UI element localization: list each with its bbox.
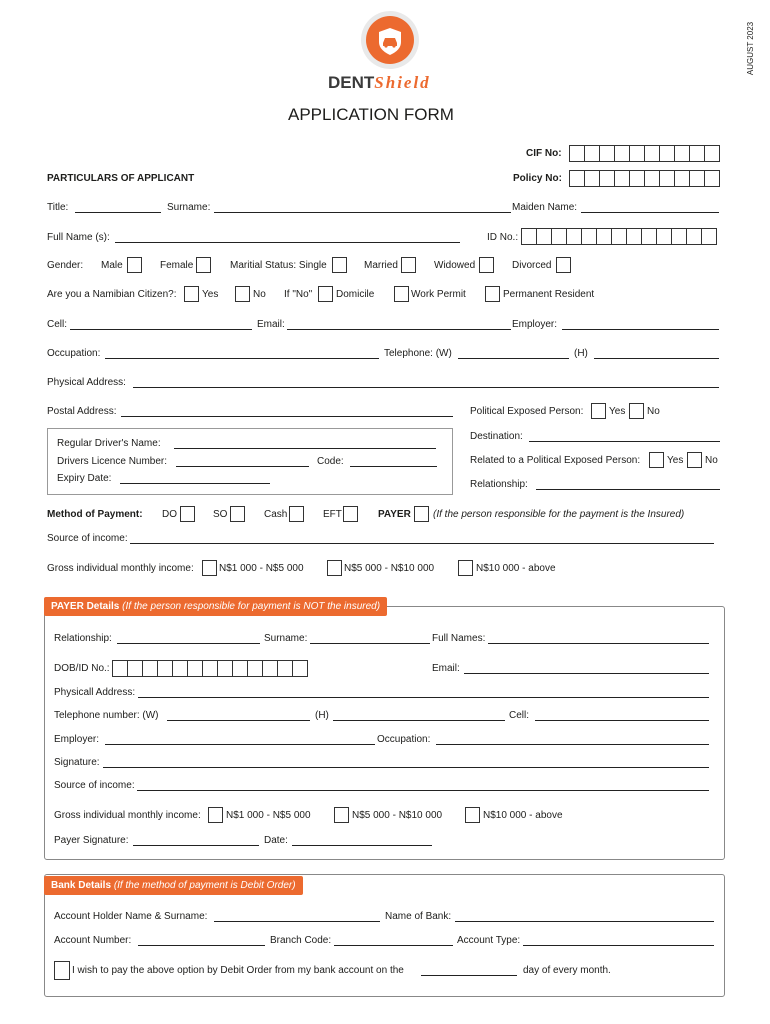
licence-label: Drivers Licence Number: [57,456,168,467]
side-date: AUGUST 2023 [746,21,756,76]
b-branch-label: Branch Code: [270,935,332,946]
code-field[interactable] [350,466,437,467]
p-email-field[interactable] [464,673,709,674]
related-pep-no-checkbox[interactable] [687,452,702,468]
bank-details-tag [44,876,303,895]
divorced-label: Divorced [512,260,552,271]
destination-label: Destination: [470,431,523,442]
p-physical-field[interactable] [138,697,709,698]
page-title: APPLICATION FORM [288,105,454,124]
p-payer-sig-label: Payer Signature: [54,835,129,846]
inc1-label: N$1 000 - N$5 000 [219,563,304,574]
p-relationship-field[interactable] [117,643,260,644]
cell-field[interactable] [70,329,252,330]
logo [361,11,419,69]
pep-no-checkbox[interactable] [629,403,644,419]
payer-details-title: PAYER Details [51,601,120,612]
p-occupation-field[interactable] [436,744,709,745]
payer-label: PAYER [378,509,411,520]
p-employer-label: Employer: [54,734,100,745]
p-relationship-label: Relationship: [54,633,112,644]
p-email-label: Email: [432,663,460,674]
widowed-label: Widowed [434,260,476,271]
citizen-no-checkbox[interactable] [235,286,250,302]
debit-order-checkbox[interactable] [54,961,70,980]
title-field[interactable] [75,212,161,213]
p-payer-sig-field[interactable] [133,845,259,846]
debit-day-text: day of every month. [523,965,611,976]
inc2-label: N$5 000 - N$10 000 [344,563,435,574]
pep-yes-checkbox[interactable] [591,403,606,419]
surname-label: Surname: [167,202,211,213]
p-dob-label: DOB/ID No.: [54,663,110,674]
p-surname-field[interactable] [310,643,430,644]
p-tel-h-label: (H) [315,710,329,721]
tel-w-label: Telephone: (W) [384,348,452,359]
b-holder-field[interactable] [214,921,380,922]
p-inc3-checkbox[interactable] [465,807,480,823]
source-field[interactable] [130,543,714,544]
p-inc2-checkbox[interactable] [334,807,349,823]
cif-label: CIF No: [526,148,562,159]
p-tel-w-label: Telephone number: (W) [54,710,159,721]
payer-details-panel [44,606,725,860]
section-title: PARTICULARS OF APPLICANT [47,173,195,184]
b-bank-name-label: Name of Bank: [385,911,452,922]
postal-label: Postal Address: [47,406,117,417]
gross-label: Gross individual monthly income: [47,563,194,574]
occupation-label: Occupation: [47,348,101,359]
p-tel-h-field[interactable] [333,720,505,721]
p-source-label: Source of income: [54,780,135,791]
maiden-label: Maiden Name: [512,202,578,213]
employer-field[interactable] [562,329,719,330]
citizen-no-label: No [253,289,266,300]
if-no-label: If "No" [284,289,313,300]
p-source-field[interactable] [137,790,709,791]
id-input[interactable] [522,228,717,245]
p-physical-label: Physicall Address: [54,687,136,698]
related-pep-yes-label: Yes [667,455,684,466]
citizen-yes-checkbox[interactable] [184,286,199,302]
gender-label: Gender: [47,260,84,271]
b-acc-no-label: Account Number: [54,935,132,946]
p-occupation-label: Occupation: [377,734,431,745]
so-checkbox[interactable] [230,506,245,522]
policy-label: Policy No: [513,173,562,184]
pep-label: Political Exposed Person: [470,406,584,417]
eft-checkbox[interactable] [343,506,358,522]
p-dob-input[interactable] [113,660,308,677]
payer-note: (If the person responsible for the payment is the Insured) [433,509,685,520]
cash-checkbox[interactable] [289,506,304,522]
citizen-yes-label: Yes [202,289,219,300]
tel-h-field[interactable] [594,358,719,359]
cif-input[interactable] [570,145,720,162]
do-label: DO [162,509,177,520]
so-label: SO [213,509,228,520]
fullname-label: Full Name (s): [47,232,110,243]
female-checkbox[interactable] [196,257,211,273]
p-inc1-label: N$1 000 - N$5 000 [226,810,311,821]
inc3-label: N$10 000 - above [476,563,556,574]
female-label: Female [160,260,194,271]
b-bank-name-field[interactable] [455,921,714,922]
p-inc2-label: N$5 000 - N$10 000 [352,810,443,821]
postal-field[interactable] [121,416,453,417]
domicile-label: Domicile [336,289,375,300]
p-signature-field[interactable] [103,767,709,768]
surname-field[interactable] [214,212,511,213]
perm-res-label: Permanent Resident [503,289,595,300]
b-branch-field[interactable] [334,945,453,946]
p-fullnames-label: Full Names: [432,633,486,644]
pep-no-label: No [647,406,660,417]
maiden-field[interactable] [581,212,719,213]
employer-label: Employer: [512,319,558,330]
code-label: Code: [317,456,344,467]
source-label: Source of income: [47,533,128,544]
perm-res-checkbox[interactable] [485,286,500,302]
b-acc-type-field[interactable] [523,945,714,946]
physical-field[interactable] [133,387,719,388]
inc2-checkbox[interactable] [327,560,342,576]
title-label: Title: [47,202,69,213]
married-label: Married [364,260,398,271]
widowed-checkbox[interactable] [479,257,494,273]
work-permit-label: Work Permit [411,289,466,300]
physical-label: Physical Address: [47,377,126,388]
eft-label: EFT [323,509,342,520]
email-label: Email: [257,319,285,330]
debit-day-field[interactable] [421,975,517,976]
p-employer-field[interactable] [105,744,375,745]
male-checkbox[interactable] [127,257,142,273]
policy-input[interactable] [570,170,720,187]
p-tel-w-field[interactable] [167,720,310,721]
p-signature-label: Signature: [54,757,100,768]
fullname-field[interactable] [115,242,460,243]
tel-h-label: (H) [574,348,588,359]
shield-car-icon [361,11,419,69]
male-label: Male [101,260,123,271]
brand-name: DENTShield [328,73,431,92]
bank-details-title: Bank Details [51,880,112,891]
bank-details-note: (If the method of payment is Debit Order) [113,880,296,891]
drivers-name-field[interactable] [174,448,436,449]
b-acc-no-field[interactable] [138,945,265,946]
pep-yes-label: Yes [609,406,626,417]
licence-field[interactable] [176,466,309,467]
p-date-label: Date: [264,835,288,846]
work-permit-checkbox[interactable] [394,286,409,302]
payer-details-tag [44,597,387,616]
p-fullnames-field[interactable] [488,643,709,644]
p-surname-label: Surname: [264,633,308,644]
drivers-name-label: Regular Driver's Name: [57,438,161,449]
cell-label: Cell: [47,319,68,330]
cash-label: Cash [264,509,288,520]
domicile-checkbox[interactable] [318,286,333,302]
payer-details-note: (If the person responsible for payment is NOT the insured) [122,601,381,612]
expiry-field[interactable] [120,483,270,484]
b-holder-label: Account Holder Name & Surname: [54,911,208,922]
occupation-field[interactable] [105,358,379,359]
p-inc3-label: N$10 000 - above [483,810,563,821]
debit-order-text: I wish to pay the above option by Debit Order from my bank account on the [72,965,404,976]
p-cell-field[interactable] [535,720,709,721]
tel-w-field[interactable] [458,358,569,359]
payer-checkbox[interactable] [414,506,429,522]
p-cell-label: Cell: [509,710,530,721]
destination-field[interactable] [529,441,720,442]
id-label: ID No.: [487,232,519,243]
citizen-question: Are you a Namibian Citizen?: [47,289,177,300]
relationship-field[interactable] [536,489,720,490]
method-label: Method of Payment: [47,509,143,520]
p-gross-label: Gross individual monthly income: [54,810,201,821]
related-pep-yes-checkbox[interactable] [649,452,664,468]
inc3-checkbox[interactable] [458,560,473,576]
single-checkbox[interactable] [332,257,347,273]
email-field[interactable] [287,329,511,330]
do-checkbox[interactable] [180,506,195,522]
p-inc1-checkbox[interactable] [208,807,223,823]
related-pep-no-label: No [705,455,718,466]
inc1-checkbox[interactable] [202,560,217,576]
divorced-checkbox[interactable] [556,257,571,273]
relationship-label: Relationship: [470,479,528,490]
p-date-field[interactable] [292,845,432,846]
b-acc-type-label: Account Type: [457,935,521,946]
related-pep-label: Related to a Political Exposed Person: [470,455,641,466]
expiry-label: Expiry Date: [57,473,112,484]
marital-label: Maritial Status: Single [230,260,327,271]
married-checkbox[interactable] [401,257,416,273]
